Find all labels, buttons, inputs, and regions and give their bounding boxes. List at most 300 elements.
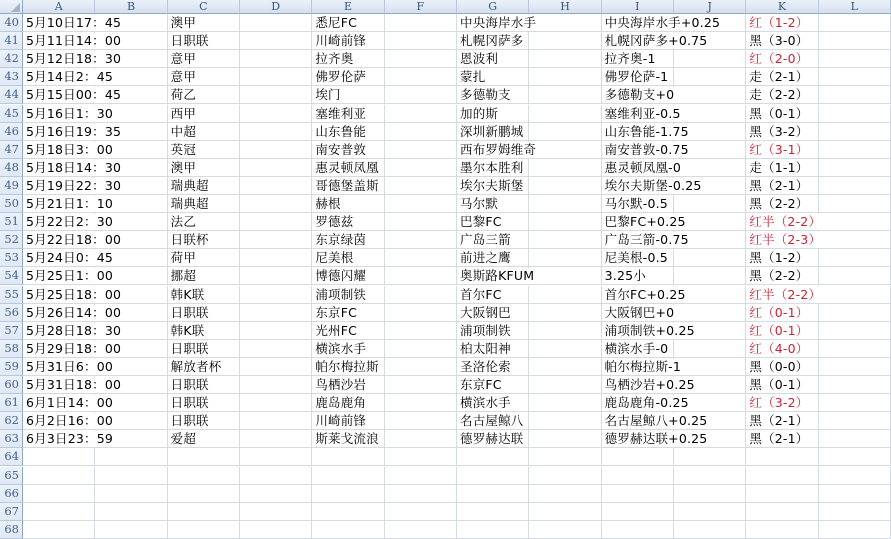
cell-text-away-row43: 蒙扎 [457,69,487,85]
cell-text-league-row53: 荷甲 [168,250,198,266]
cell-F53[interactable] [385,249,457,267]
cell-text-handicap-row44: 多德勒支+0 [602,87,677,103]
cell-text-away-row58: 柏太阳神 [457,341,513,357]
cell-D54[interactable] [240,267,312,285]
cell-D41[interactable] [240,32,312,50]
cell-L55[interactable] [819,286,891,304]
cell-I68[interactable] [602,521,674,539]
cell-L67[interactable] [819,503,891,521]
row-number-44[interactable]: 44 [0,86,23,104]
cell-text-handicap-row54: 3.25小 [602,268,648,284]
cell-K65[interactable] [746,467,818,485]
cell-text-result-row40: 红（1-2） [746,15,810,31]
cell-F43[interactable] [385,68,457,86]
cell-text-handicap-row40: 中央海岸水手+0.25 [602,15,723,31]
column-header-E[interactable]: E [312,0,384,14]
cell-J54[interactable] [674,267,746,285]
cell-L56[interactable] [819,304,891,322]
cell-H50[interactable] [529,195,601,213]
cell-L62[interactable] [819,412,891,430]
row-number-49[interactable]: 49 [0,177,23,195]
cell-F45[interactable] [385,105,457,123]
cell-L53[interactable] [819,249,891,267]
cell-text-away-row56: 大阪钢巴 [457,305,513,321]
cell-text-home-row50: 赫根 [312,196,342,212]
cell-L43[interactable] [819,68,891,86]
cell-D57[interactable] [240,322,312,340]
cell-A66[interactable] [23,485,95,503]
cell-J44[interactable] [674,86,746,104]
cell-J68[interactable] [674,521,746,539]
cell-H55[interactable] [529,286,601,304]
cell-text-handicap-row48: 惠灵顿凤凰-0 [602,160,683,176]
cell-G64[interactable] [457,448,529,466]
cell-G65[interactable] [457,467,529,485]
cell-D58[interactable] [240,340,312,358]
cell-F55[interactable] [385,286,457,304]
cell-text-league-row63: 爱超 [168,431,198,447]
row-number-48[interactable]: 48 [0,159,23,177]
cell-L57[interactable] [819,322,891,340]
column-header-H[interactable]: H [529,0,601,14]
cell-text-away-row51: 巴黎FC [457,214,504,230]
cell-A67[interactable] [23,503,95,521]
cell-J56[interactable] [674,304,746,322]
row-number-65[interactable]: 65 [0,467,23,485]
cell-D47[interactable] [240,141,312,159]
cell-F49[interactable] [385,177,457,195]
cell-H56[interactable] [529,304,601,322]
cell-text-away-row55: 首尔FC [457,287,504,303]
cell-text-time-row51: 5月22日2：30 [23,214,115,230]
column-header-F[interactable]: F [385,0,457,14]
cell-H67[interactable] [529,503,601,521]
cell-text-result-row63: 黑（2-1） [746,431,810,447]
cell-D45[interactable] [240,105,312,123]
cell-H51[interactable] [529,213,601,231]
column-header-K[interactable]: K [746,0,818,14]
cell-H61[interactable] [529,394,601,412]
cell-text-away-row60: 东京FC [457,377,504,393]
row-number-41[interactable]: 41 [0,32,23,50]
cell-text-league-row40: 澳甲 [168,15,198,31]
cell-L44[interactable] [819,86,891,104]
cell-F60[interactable] [385,376,457,394]
cell-text-home-row63: 斯莱戈流浪 [312,431,381,447]
cell-H59[interactable] [529,358,601,376]
row-number-56[interactable]: 56 [0,304,23,322]
cell-F59[interactable] [385,358,457,376]
cell-text-home-row49: 哥德堡盖斯 [312,178,381,194]
cell-F64[interactable] [385,448,457,466]
cell-text-away-row42: 恩波利 [457,51,500,67]
cell-L59[interactable] [819,358,891,376]
cell-D51[interactable] [240,213,312,231]
cell-text-time-row60: 5月31日18：00 [23,377,123,393]
cell-C65[interactable] [168,467,240,485]
row-number-47[interactable]: 47 [0,141,23,159]
cell-text-home-row42: 拉齐奥 [312,51,355,67]
cell-A64[interactable] [23,448,95,466]
column-header-G[interactable]: G [457,0,529,14]
cell-L61[interactable] [819,394,891,412]
cell-K64[interactable] [746,448,818,466]
cell-text-handicap-row60: 鸟栖沙岩+0.25 [602,377,697,393]
cell-J43[interactable] [674,68,746,86]
cell-F62[interactable] [385,412,457,430]
row-number-61[interactable]: 61 [0,394,23,412]
cell-H40[interactable] [529,14,601,32]
cell-text-home-row56: 东京FC [312,305,359,321]
cell-I65[interactable] [602,467,674,485]
cell-text-time-row47: 5月18日3：00 [23,142,115,158]
row-number-51[interactable]: 51 [0,213,23,231]
cell-text-league-row61: 日职联 [168,395,211,411]
cell-L47[interactable] [819,141,891,159]
cell-text-league-row58: 日职联 [168,341,211,357]
cell-J53[interactable] [674,249,746,267]
cell-H60[interactable] [529,376,601,394]
cell-text-away-row47: 西布罗姆维奇 [457,142,538,158]
cell-text-result-row44: 走（2-2） [746,87,810,103]
cell-F51[interactable] [385,213,457,231]
cell-B64[interactable] [95,448,167,466]
row-number-55[interactable]: 55 [0,286,23,304]
cell-text-time-row42: 5月12日18：30 [23,51,123,67]
cell-text-home-row43: 佛罗伦萨 [312,69,368,85]
cell-F56[interactable] [385,304,457,322]
cell-H68[interactable] [529,521,601,539]
row-number-50[interactable]: 50 [0,195,23,213]
cell-text-league-row56: 日职联 [168,305,211,321]
cell-C67[interactable] [168,503,240,521]
cell-E64[interactable] [312,448,384,466]
row-number-40[interactable]: 40 [0,14,23,32]
select-all-corner[interactable] [0,0,23,14]
cell-E66[interactable] [312,485,384,503]
cell-H45[interactable] [529,105,601,123]
cell-J48[interactable] [674,159,746,177]
cell-text-league-row44: 荷乙 [168,87,198,103]
cell-text-result-row51: 红半（2-2） [746,214,823,230]
cell-L46[interactable] [819,123,891,141]
cell-text-league-row42: 意甲 [168,51,198,67]
cell-F58[interactable] [385,340,457,358]
row-number-67[interactable]: 67 [0,503,23,521]
cell-text-home-row52: 东京绿茵 [312,232,368,248]
cell-L58[interactable] [819,340,891,358]
cell-K67[interactable] [746,503,818,521]
cell-text-home-row58: 横滨水手 [312,341,368,357]
cell-F48[interactable] [385,159,457,177]
column-header-B[interactable]: B [95,0,167,14]
row-number-54[interactable]: 54 [0,267,23,285]
cell-L42[interactable] [819,50,891,68]
cell-text-handicap-row42: 拉齐奥-1 [602,51,658,67]
cell-F61[interactable] [385,394,457,412]
cell-F57[interactable] [385,322,457,340]
cell-text-result-row59: 黑（0-0） [746,359,810,375]
row-number-64[interactable]: 64 [0,448,23,466]
select-all-triangle-icon [11,3,20,12]
cell-F68[interactable] [385,521,457,539]
cell-text-league-row57: 韩K联 [168,323,207,339]
cell-text-handicap-row47: 南安普敦-0.75 [602,142,691,158]
cell-text-time-row59: 5月31日6：00 [23,359,115,375]
cell-text-time-row63: 6月3日23：59 [23,431,115,447]
cell-E65[interactable] [312,467,384,485]
cell-F41[interactable] [385,32,457,50]
cell-I67[interactable] [602,503,674,521]
cell-H43[interactable] [529,68,601,86]
cell-H47[interactable] [529,141,601,159]
cell-J65[interactable] [674,467,746,485]
cell-E67[interactable] [312,503,384,521]
cell-J64[interactable] [674,448,746,466]
cell-text-league-row41: 日职联 [168,33,211,49]
cell-text-handicap-row53: 尼美根-0.5 [602,250,670,266]
cell-text-handicap-row61: 鹿岛鹿角-0.25 [602,395,691,411]
cell-F52[interactable] [385,231,457,249]
cell-text-home-row40: 悉尼FC [312,15,359,31]
cell-F65[interactable] [385,467,457,485]
cell-L41[interactable] [819,32,891,50]
cell-C68[interactable] [168,521,240,539]
column-header-J[interactable]: J [674,0,746,14]
cell-text-home-row46: 山东鲁能 [312,124,368,140]
row-number-66[interactable]: 66 [0,485,23,503]
cell-H48[interactable] [529,159,601,177]
cell-text-league-row43: 意甲 [168,69,198,85]
row-number-68[interactable]: 68 [0,521,23,539]
cell-text-result-row43: 走（2-1） [746,69,810,85]
cell-J66[interactable] [674,485,746,503]
cell-L52[interactable] [819,231,891,249]
cell-L64[interactable] [819,448,891,466]
row-number-46[interactable]: 46 [0,123,23,141]
cell-text-away-row54: 奥斯路KFUM [457,268,536,284]
cell-D52[interactable] [240,231,312,249]
cell-text-league-row50: 瑞典超 [168,196,211,212]
cell-A65[interactable] [23,467,95,485]
cell-text-league-row62: 日职联 [168,413,211,429]
cell-text-away-row53: 前进之鹰 [457,250,513,266]
cell-D53[interactable] [240,249,312,267]
cell-L40[interactable] [819,14,891,32]
cell-L68[interactable] [819,521,891,539]
cell-text-home-row47: 南安普敦 [312,142,368,158]
row-number-60[interactable]: 60 [0,376,23,394]
cell-L45[interactable] [819,105,891,123]
cell-D60[interactable] [240,376,312,394]
cell-D63[interactable] [240,430,312,448]
column-header-L[interactable]: L [819,0,891,14]
cell-text-away-row52: 广岛三箭 [457,232,513,248]
cell-text-result-row50: 黑（2-2） [746,196,810,212]
cell-text-handicap-row63: 德罗赫达联+0.25 [602,431,710,447]
cell-H58[interactable] [529,340,601,358]
cell-F44[interactable] [385,86,457,104]
cell-text-handicap-row56: 大阪钢巴+0 [602,305,677,321]
cell-D66[interactable] [240,485,312,503]
cell-B66[interactable] [95,485,167,503]
cell-D50[interactable] [240,195,312,213]
cell-text-time-row48: 5月18日14：30 [23,160,123,176]
cell-L54[interactable] [819,267,891,285]
cell-L48[interactable] [819,159,891,177]
cell-K66[interactable] [746,485,818,503]
cell-I66[interactable] [602,485,674,503]
cell-D62[interactable] [240,412,312,430]
cell-D40[interactable] [240,14,312,32]
cell-K68[interactable] [746,521,818,539]
cell-H62[interactable] [529,412,601,430]
cell-text-home-row41: 川崎前锋 [312,33,368,49]
cell-H52[interactable] [529,231,601,249]
row-number-43[interactable]: 43 [0,68,23,86]
cell-A68[interactable] [23,521,95,539]
cell-H57[interactable] [529,322,601,340]
cell-D67[interactable] [240,503,312,521]
cell-B67[interactable] [95,503,167,521]
cell-text-result-row46: 黑（3-2） [746,124,810,140]
row-number-63[interactable]: 63 [0,430,23,448]
cell-text-home-row54: 博德闪耀 [312,268,368,284]
cell-L60[interactable] [819,376,891,394]
cell-D44[interactable] [240,86,312,104]
cell-D43[interactable] [240,68,312,86]
cell-text-result-row48: 走（1-1） [746,160,810,176]
cell-H42[interactable] [529,50,601,68]
cell-I64[interactable] [602,448,674,466]
cell-H64[interactable] [529,448,601,466]
cell-D48[interactable] [240,159,312,177]
cell-L65[interactable] [819,467,891,485]
column-header-I[interactable]: I [602,0,674,14]
cell-H63[interactable] [529,430,601,448]
cell-J50[interactable] [674,195,746,213]
cell-C66[interactable] [168,485,240,503]
cell-J67[interactable] [674,503,746,521]
cell-text-handicap-row52: 广岛三箭-0.75 [602,232,691,248]
cell-J45[interactable] [674,105,746,123]
cell-F66[interactable] [385,485,457,503]
cell-D65[interactable] [240,467,312,485]
cell-text-league-row45: 西甲 [168,106,198,122]
row-number-62[interactable]: 62 [0,412,23,430]
cell-text-home-row45: 塞维利亚 [312,106,368,122]
cell-F40[interactable] [385,14,457,32]
row-number-53[interactable]: 53 [0,249,23,267]
cell-D64[interactable] [240,448,312,466]
cell-L49[interactable] [819,177,891,195]
cell-B68[interactable] [95,521,167,539]
cell-text-handicap-row41: 札幌冈萨多+0.75 [602,33,710,49]
cell-H44[interactable] [529,86,601,104]
cell-text-home-row44: 埃门 [312,87,342,103]
row-number-45[interactable]: 45 [0,105,23,123]
cell-E68[interactable] [312,521,384,539]
cell-D59[interactable] [240,358,312,376]
cell-text-handicap-row59: 帕尔梅拉斯-1 [602,359,683,375]
cell-L66[interactable] [819,485,891,503]
cell-F63[interactable] [385,430,457,448]
cell-J59[interactable] [674,358,746,376]
column-header-C[interactable]: C [168,0,240,14]
cell-text-handicap-row50: 马尔默-0.5 [602,196,670,212]
column-header-D[interactable]: D [240,0,312,14]
cell-D68[interactable] [240,521,312,539]
cell-text-away-row49: 埃尔夫斯堡 [457,178,526,194]
cell-text-time-row62: 6月2日16：00 [23,413,115,429]
cell-text-home-row60: 鸟栖沙岩 [312,377,368,393]
cell-F47[interactable] [385,141,457,159]
cell-G68[interactable] [457,521,529,539]
cell-G67[interactable] [457,503,529,521]
row-number-59[interactable]: 59 [0,358,23,376]
cell-text-away-row57: 浦项制铁 [457,323,513,339]
cell-H53[interactable] [529,249,601,267]
cell-D61[interactable] [240,394,312,412]
cell-text-result-row54: 黑（2-2） [746,268,810,284]
cell-G66[interactable] [457,485,529,503]
cell-H41[interactable] [529,32,601,50]
cell-text-home-row53: 尼美根 [312,250,355,266]
cell-F46[interactable] [385,123,457,141]
cell-D55[interactable] [240,286,312,304]
cell-text-time-row40: 5月10日17：45 [23,15,123,31]
cell-text-result-row56: 红（0-1） [746,305,810,321]
cell-H49[interactable] [529,177,601,195]
cell-F50[interactable] [385,195,457,213]
cell-H46[interactable] [529,123,601,141]
cell-D49[interactable] [240,177,312,195]
cell-text-home-row55: 浦项制铁 [312,287,368,303]
cell-B65[interactable] [95,467,167,485]
row-number-57[interactable]: 57 [0,322,23,340]
cell-text-handicap-row49: 埃尔夫斯堡-0.25 [602,178,704,194]
cell-L50[interactable] [819,195,891,213]
column-header-A[interactable]: A [23,0,95,14]
cell-text-time-row53: 5月24日0：45 [23,250,115,266]
cell-text-result-row55: 红半（2-2） [746,287,823,303]
cell-F67[interactable] [385,503,457,521]
cell-text-time-row58: 5月29日18：00 [23,341,123,357]
row-number-58[interactable]: 58 [0,340,23,358]
cell-D56[interactable] [240,304,312,322]
cell-F54[interactable] [385,267,457,285]
cell-text-away-row46: 深圳新鹏城 [457,124,526,140]
cell-H65[interactable] [529,467,601,485]
row-number-42[interactable]: 42 [0,50,23,68]
cell-text-away-row50: 马尔默 [457,196,500,212]
cell-text-handicap-row58: 横滨水手-0 [602,341,671,357]
cell-text-result-row49: 黑（2-1） [746,178,810,194]
cell-J58[interactable] [674,340,746,358]
cell-text-handicap-row57: 浦项制铁+0.25 [602,323,697,339]
cell-L63[interactable] [819,430,891,448]
cell-C64[interactable] [168,448,240,466]
cell-F42[interactable] [385,50,457,68]
cell-L51[interactable] [819,213,891,231]
cell-H54[interactable] [529,267,601,285]
row-number-52[interactable]: 52 [0,231,23,249]
cell-H66[interactable] [529,485,601,503]
cell-D42[interactable] [240,50,312,68]
cell-J42[interactable] [674,50,746,68]
cell-text-time-row43: 5月14日2：45 [23,69,115,85]
cell-D46[interactable] [240,123,312,141]
